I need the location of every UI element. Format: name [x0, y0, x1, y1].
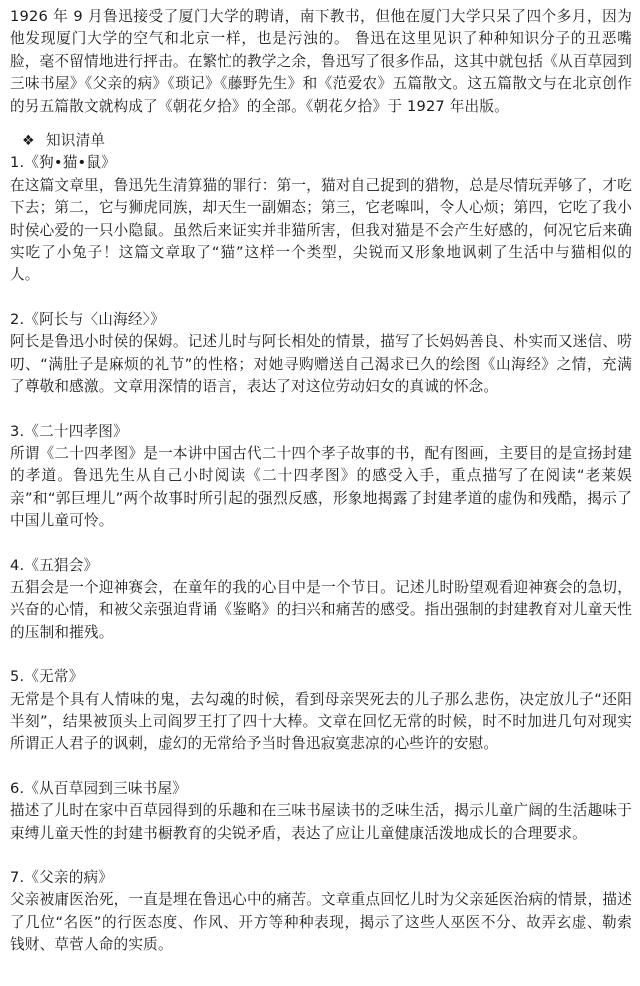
- item-body: 所谓《二十四孝图》是一本讲中国古代二十四个孝子故事的书，配有图画，主要目的是宣扬封建的孝道。鲁迅先生从自己小时阅读《二十四孝图》的感受入手，重点描写了在阅读“老莱娱亲”和“郭巨埋儿”两个故事时所引起的强烈反感，形象地揭露了封建孝道的虚伪和残酷，揭示了中国儿童可怜。: [10, 444, 632, 530]
- list-item: [10, 309, 632, 399]
- item-body: 阿长是鲁迅小时侯的保姆。记述儿时与阿长相处的情景，描写了长妈妈善良、朴实而又迷信、唠叨、“满肚子是麻烦的礼节”的性格；对她寻购赠送自己渴求已久的绘图《山海经》之情，充满了尊敬和感激。文章用深情的语言，表达了对这位劳动妇女的真诚的怀念。: [10, 333, 632, 396]
- document-page: [10, 6, 632, 957]
- item-title: 2.《阿长与〈山海经〉》: [10, 310, 165, 328]
- knowledge-list-heading: [10, 130, 632, 152]
- list-item: [10, 666, 632, 756]
- section-heading-text: 知识清单: [46, 132, 106, 150]
- item-title: 5.《无常》: [10, 668, 84, 686]
- item-body: 五猖会是一个迎神赛会，在童年的我的心目中是一个节日。记述儿时盼望观看迎神赛会的急切，兴奋的心情，和被父亲强迫背诵《鉴略》的扫兴和痛苦的感受。指出强制的封建教育对儿童天性的压制和摧残。: [10, 578, 632, 641]
- item-title: 4.《五猖会》: [10, 556, 99, 574]
- diamond-bullet-icon: [22, 134, 36, 148]
- item-title: 7.《父亲的病》: [10, 869, 114, 886]
- list-item: [10, 421, 632, 533]
- item-title: 1.《狗•猫•鼠》: [10, 154, 116, 172]
- list-item: [10, 778, 632, 845]
- item-body: 描述了儿时在家中百草园得到的乐趣和在三味书屋读书的乏味生活，揭示儿童广阔的生活趣味于束缚儿童天性的封建书橱教育的尖锐矛盾，表达了应让儿童健康活泼地成长的合理要求。: [10, 802, 632, 842]
- item-body: 无常是个具有人情味的鬼，去勾魂的时候，看到母亲哭死去的儿子那么悲伤，决定放儿子“还阳半刻”，结果被顶头上司阎罗王打了四十大棒。文章在回忆无常的时候，时不时加进几句对现实所谓正人君子的讽刺，虚幻的无常给予当时鲁迅寂寞悲凉的心些许的安慰。: [10, 690, 632, 753]
- list-item: [10, 152, 632, 286]
- intro-paragraph: 1926 年 9 月鲁迅接受了厦门大学的聘请，南下教书，但他在厦门大学只呆了四个多月，因为他发现厦门大学的空气和北京一样，也是污浊的。 鲁迅在这里见识了种种知识分子的丑恶嘴脸，毫不留情地进行抨击。在繁忙的教学之余，鲁迅写了很多作品，这其中就包括《从百草园到三味书屋》《父亲的病》《琐记》《藤野先生》和《范爱农》五篇散文。这五篇散文与在北京创作的另五篇散文就构成了《朝花夕拾》的全部。《朝花夕拾》于 1927 年出版。: [10, 8, 632, 115]
- list-item: [10, 867, 632, 957]
- item-title: 3.《二十四孝图》: [10, 422, 128, 440]
- item-body: 在这篇文章里，鲁迅先生清算猫的罪行：第一，猫对自己捉到的猎物，总是尽情玩弄够了，才吃下去；第二，它与狮虎同族，却天生一副媚态；第三，它老嗥叫，令人心烦；第四，它吃了我小时侯心爱的一只小隐鼠。虽然后来证实并非猫所害，但我对猫是不会产生好感的，何况它后来确实吃了小兔子！这篇文章取了“猫”这样一个类型，尖锐而又形象地讽刺了生活中与猫相似的人。: [10, 176, 632, 284]
- item-body: 父亲被庸医治死，一直是埋在鲁迅心中的痛苦。文章重点回忆儿时为父亲延医治病的情景，描述了几位“名医”的行医态度、作风、开方等种种表现，揭示了这些人巫医不分、故弄玄虚、勒索钱财、草菅人命的实质。: [10, 891, 632, 954]
- item-title: 6.《从百草园到三味书屋》: [10, 779, 188, 797]
- list-item: [10, 555, 632, 645]
